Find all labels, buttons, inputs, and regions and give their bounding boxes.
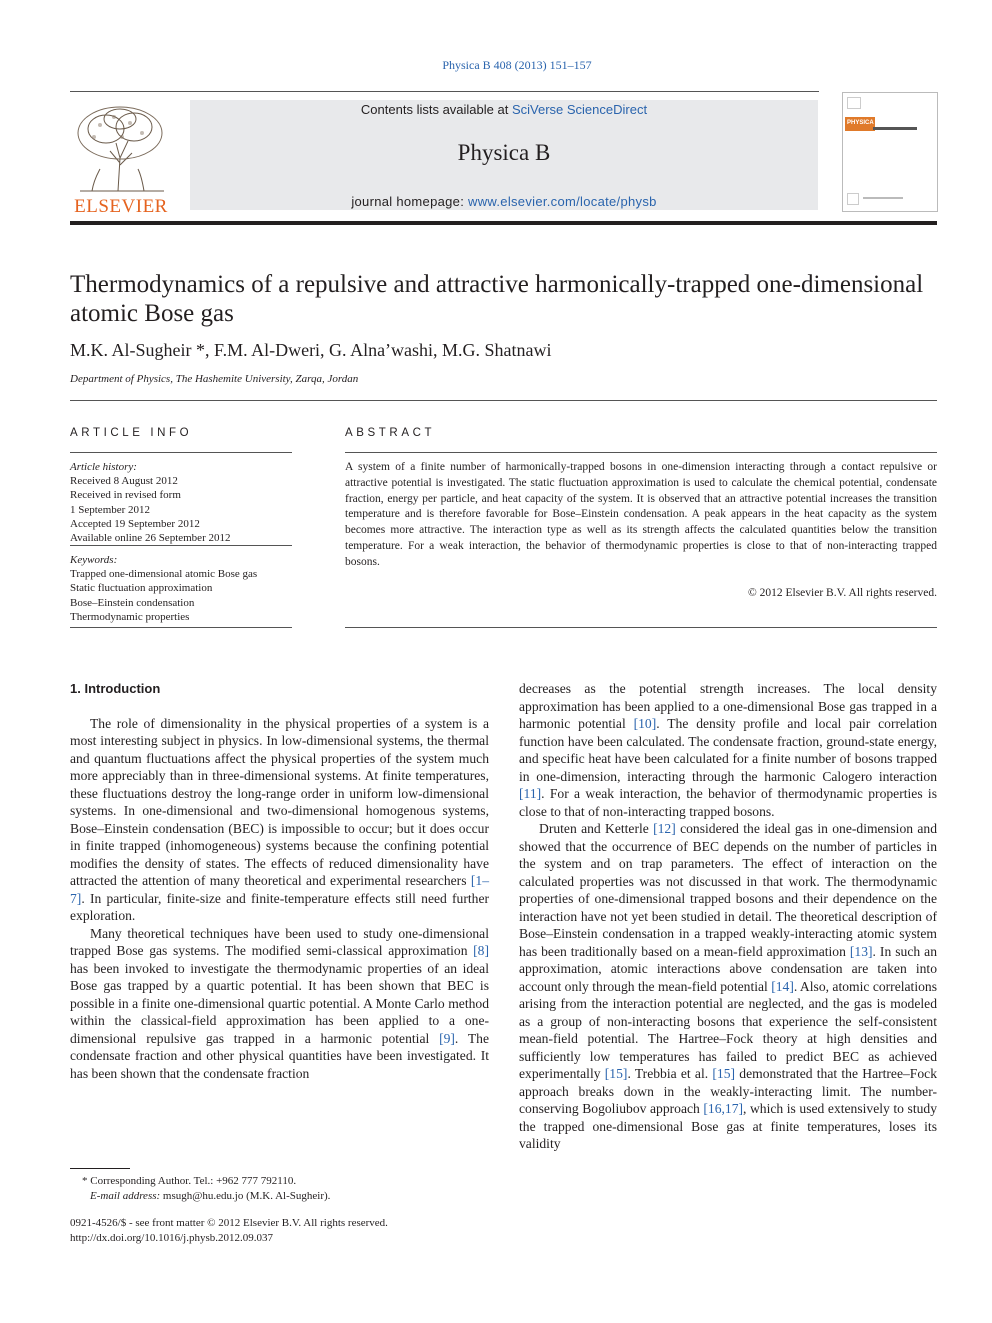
- journal-name: Physica B: [457, 140, 551, 165]
- homepage-line: journal homepage: www.elsevier.com/locate/physb: [351, 194, 657, 209]
- issn-line: 0921-4526/$ - see front matter © 2012 Elsevier B.V. All rights reserved.: [70, 1217, 388, 1229]
- header-rule-thin: [70, 91, 819, 92]
- sciencedirect-link[interactable]: SciVerse ScienceDirect: [511, 102, 648, 117]
- keyword-item: Static fluctuation approximation: [70, 582, 213, 595]
- footnote-rule: [70, 1168, 130, 1169]
- article-info-heading: ARTICLE INFO: [70, 427, 193, 439]
- history-item: Available online 26 September 2012: [70, 532, 231, 545]
- history-item: Received in revised form: [70, 489, 181, 502]
- keyword-item: Thermodynamic properties: [70, 610, 190, 623]
- section-heading-introduction: 1. Introduction: [70, 681, 161, 696]
- paragraph: The role of dimensionality in the physical properties of a system is a most interesting subject in physics. In low-dimensional systems, the thermal and quantum fluctuations affect the physical properties of the system much more appreciably than in three-dimensional systems. At finite temperatures, these fluctuations destroy the long-range order in uniform low-dimensional systems. In one-dimensional and two-dimensional homogenous systems, Bose–Einstein condensation (BEC) is impossible to occur; but it does occur in finite trapped (inhomogeneous) systems because the confining potential modifies the density of states. The effects of reduced dimensionality have attracted the attention of many theoretical and experimental researchers [1–7]. In particular, finite-size and finite-temperature effects still need further exploration.: [70, 715, 489, 923]
- reference-link[interactable]: [15]: [712, 1066, 736, 1081]
- abstract-heading: ABSTRACT: [345, 427, 436, 439]
- keyword-item: Bose–Einstein condensation: [70, 596, 195, 609]
- email-address[interactable]: msugh@hu.edu.jo (M.K. Al-Sugheir).: [160, 1190, 331, 1202]
- homepage-link[interactable]: www.elsevier.com/locate/physb: [468, 194, 657, 209]
- publisher-name: ELSEVIER: [74, 196, 168, 217]
- article-title: Thermodynamics of a repulsive and attractive harmonically-trapped one-dimensional atomic Bose gas: [70, 271, 924, 327]
- history-label: Article history:: [70, 461, 137, 473]
- paragraph: Druten and Ketterle [12] considered the ideal gas in one-dimension and showed that the occurrence of BEC depends on the number of particles in the system and on trap parameters. The effect of interaction on the calculated properties was not discussed in that work. The thermodynamic properties of one-dimensional trapped bosons and their dependence on the interaction have not yet been studied in detail. The theoretical description of Bose–Einstein condensation in a trapped weakly-interacting atomic system has been traditionally based on a mean-field approximation [13]. In such an approximation, atomic interactions above condensation are taken into account only through the mean-field potential [14]. Also, atomic correlations arising from the interaction potential are neglected, and the gas is modeled as a group of non-interacting bosons that experience the self-consistent mean-field potential. The Hartree–Fock theory at high densities and sufficiently low temperatures has failed to predict BEC as achieved experimentally [15]. Trebbia et al. [15] demonstrated that the Hartree–Fock approach breaks down in the weakly-interacting limit. The number-conserving Bogoliubov approach [16,17], which is used extensively to study the trapped one-dimensional Bose gas at finite temperatures, loses its validity: [519, 821, 937, 1151]
- reference-link[interactable]: [1–7]: [70, 873, 489, 906]
- keywords-label: Keywords:: [70, 554, 118, 566]
- article-info-rule: [70, 627, 292, 628]
- corresponding-author: * Corresponding Author. Tel.: +962 777 792110.: [82, 1175, 297, 1187]
- reference-link[interactable]: [14]: [771, 978, 794, 994]
- reference-link[interactable]: [8]: [473, 943, 489, 958]
- paragraph: decreases as the potential strength increases. The local density approximation has been applied to a one-dimensional Bose gas trapped in a harmonic potential [10]. The density profile and local pair correlation function have been calculated. The condensate fraction, ground-state energy, and specific heat have been calculated for a finite number of bosons trapped in one-dimension, interacting through the harmonic Calogero interaction [11]. For a weak interaction, the behavior of thermodynamic properties is close to that of non-interacting trapped bosons.: [519, 681, 937, 819]
- article-info-rule: [70, 452, 292, 453]
- abstract-text: A system of a finite number of harmonically-trapped bosons in one-dimension interacting through a contact repulsive or attractive potential is investigated. The static fluctuation approximation is used to calculate the chemical potential, condensate fraction, energy per particle, and heat capacity of the system. It is observed that an attractive potential increases the transition temperature and is therefore favorable for Bose–Einstein condensation. A peak appears in the heat capacity as the system becomes more attractive. The interaction type as well as its strength affects the calculated quantities below the transition temperature. For a weak interaction, the behavior of thermodynamic properties is close to that of non-interacting trapped bosons.: [345, 461, 937, 568]
- reference-link[interactable]: [11]: [519, 786, 542, 801]
- reference-link[interactable]: [9]: [439, 1030, 455, 1046]
- footnote: [70, 1174, 330, 1204]
- keywords: [70, 553, 257, 624]
- reference-link[interactable]: [13]: [849, 943, 873, 959]
- reference-link[interactable]: [12]: [653, 821, 676, 836]
- elsevier-tree-icon: [70, 103, 172, 193]
- author-list: M.K. Al-Sugheir *, F.M. Al-Dweri, G. Alna’washi, M.G. Shatnawi: [70, 340, 552, 360]
- cover-title-block: PHYSICA: [845, 117, 875, 131]
- page-footer: [70, 1216, 388, 1246]
- history-item: Accepted 19 September 2012: [70, 517, 200, 530]
- body-column-left: [70, 680, 489, 1082]
- paragraph: Many theoretical techniques have been used to study one-dimensional trapped Bose gas systems. The modified semi-classical approximation [8] has been invoked to investigate the thermodynamic properties of an ideal Bose gas trapped by a quartic potential. It has been shown that BEC is possible in a finite one-dimensional quartic potential. A Monte Carlo method within the classical-field approximation has been applied to a one-dimensional repulsive gas trapped in a harmonic potential [9]. The condensate fraction and other physical quantities have been investigated. It has been shown that the condensate fraction: [70, 925, 490, 1081]
- abstract-copyright: © 2012 Elsevier B.V. All rights reserved.: [748, 587, 937, 599]
- article-history: [70, 460, 230, 545]
- header-rule: [70, 221, 937, 225]
- reference-link[interactable]: [10]: [633, 716, 657, 731]
- article-info-rule: [70, 545, 292, 546]
- affiliation: Department of Physics, The Hashemite University, Zarqa, Jordan: [70, 373, 359, 385]
- reference-link[interactable]: [16,17]: [703, 1101, 744, 1116]
- body-column-right: [519, 680, 937, 1153]
- reference-link[interactable]: [15]: [604, 1066, 628, 1081]
- doi-link[interactable]: http://dx.doi.org/10.1016/j.physb.2012.09.037: [70, 1232, 274, 1244]
- abstract-rule: [345, 452, 937, 453]
- journal-cover-thumbnail[interactable]: [842, 92, 938, 212]
- contents-line: Contents lists available at SciVerse ScienceDirect: [360, 102, 648, 117]
- section-rule: [70, 400, 937, 401]
- abstract-rule: [345, 627, 937, 628]
- journal-banner: [190, 100, 818, 210]
- history-item: 1 September 2012: [70, 503, 151, 516]
- elsevier-logo[interactable]: [70, 103, 172, 217]
- history-item: Received 8 August 2012: [70, 475, 178, 488]
- journal-citation[interactable]: Physica B 408 (2013) 151–157: [442, 58, 592, 72]
- keyword-item: Trapped one-dimensional atomic Bose gas: [70, 568, 258, 581]
- email-line: E-mail address: msugh@hu.edu.jo (M.K. Al-Sugheir).: [90, 1190, 331, 1202]
